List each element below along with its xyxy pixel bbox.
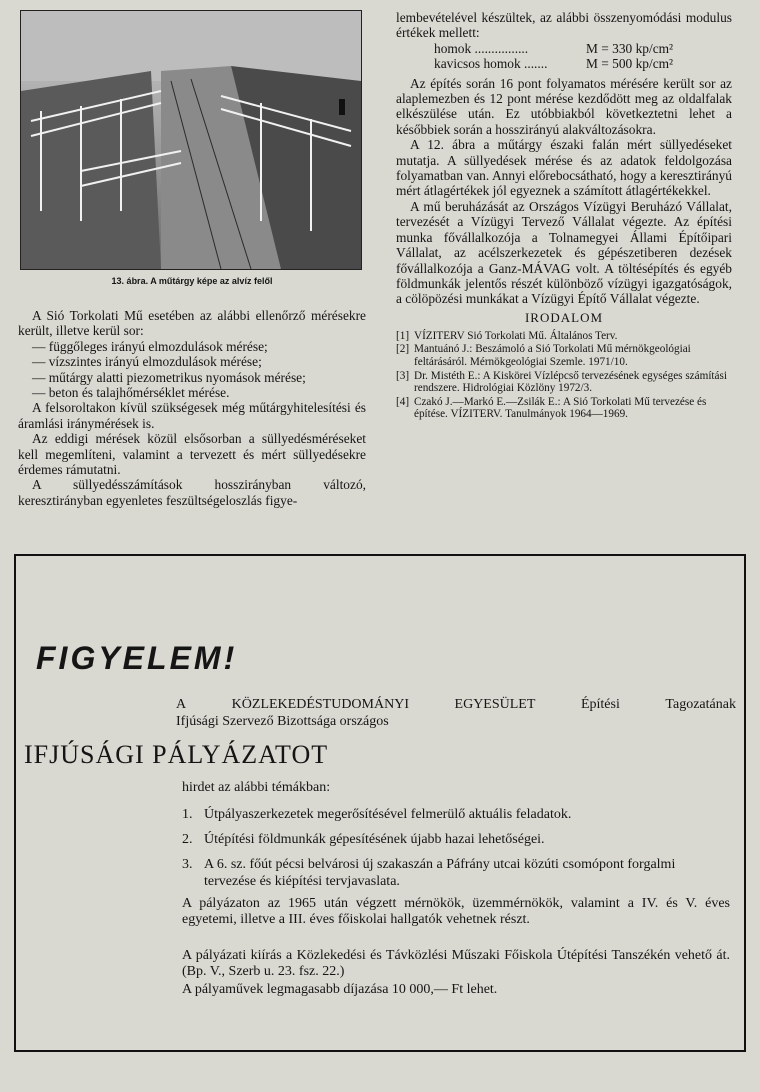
modulus-row <box>396 41 732 56</box>
measurements-intro: A Sió Torkolati Mű esetében az alábbi ellenőrző mérésekre került, illetve kerül sor: <box>18 308 366 339</box>
topic-text: Útpályaszerkezetek megerősítésével felmerülő aktuális feladatok. <box>204 807 572 822</box>
topic-number: 2. <box>182 832 193 847</box>
paragraph: A süllyedésszámítások hosszirányban változó, keresztirányban egyenletes feszültségeloszlás figye- <box>18 477 366 508</box>
figure-caption: 13. ábra. A műtárgy képe az alvíz felől <box>111 276 273 286</box>
competition-title: IFJÚSÁGI PÁLYÁZATOT <box>24 740 329 769</box>
organizer-line: Ifjúsági Szervező Bizottsága országos <box>176 714 389 729</box>
organizer-word: A <box>176 697 187 712</box>
paragraph: A felsoroltakon kívül szükségesek még műtárgyhitelesítési és áramlási iránymérések is. <box>18 400 366 431</box>
paragraph: A mű beruházását az Országos Vízügyi Beruházó Vállalat, tervezését a Vízügyi Tervező Vállalat végezte. Az építési munka fővállalkozója a Tolnamegyei Állami Építőipari Vállalat, az acélszerkezetek és gépészetiberen dezések fővállalkozója a Ganz-MÁVAG volt. A töltésépítés és egyéb földmunkák jelentős részét különböző vízügyi igazgatóságok, a cölöpözési munkákat a Vízügyi Építő Vállalat végezte. <box>396 198 732 307</box>
location-text: A pályázati kiírás a Közlekedési és Távközlési Műszaki Főiskola Útépítési Tanszékén vehető át. (Bp. V., Szerb u. 23. fsz. 22.) <box>182 948 730 979</box>
organizer-word: Tagozatának <box>665 697 736 712</box>
prize-text: A pályaművek legmagasabb díjazása 10 000,— Ft lehet. <box>182 982 498 997</box>
organizer-word: KÖZLEKEDÉSTUDOMÁNYI <box>231 697 409 712</box>
organizer-word: EGYESÜLET <box>454 697 536 712</box>
reference-text: Dr. Mistéth E.: A Kiskörei Vízlépcső tervezésének egységes számítási rendszere. Hidrológiai Közlöny 1972/3. <box>414 369 727 395</box>
reference-number: [4] <box>396 395 410 408</box>
modulus-row <box>396 56 732 71</box>
references-heading: IRODALOM <box>524 309 604 325</box>
topic-number: 3. <box>182 857 193 872</box>
modulus-value: M = 330 kp/cm² <box>586 40 674 56</box>
reference-number: [3] <box>396 369 410 382</box>
paragraph: A 12. ábra a műtárgy északi falán mért süllyedéseket mutatja. A süllyedések mérése és az adatok feldolgozása folyamatban van. Annyi előrebocsátható, hogy a keresztirányú mért átlagértékek jól egyeznek a számított átlagértékekkel. <box>396 137 732 199</box>
topic-text: A 6. sz. főút pécsi belvárosi új szakaszán a Páfrány utcai közúti csomópont forgalmi tervezése és kiépítési tervjavaslata. <box>204 857 676 889</box>
topic-number: 1. <box>182 807 193 822</box>
list-item <box>182 856 730 890</box>
organizer-word: Építési <box>580 697 620 712</box>
reference-number: [1] <box>396 329 410 342</box>
list-item <box>182 806 730 823</box>
right-column <box>396 10 732 422</box>
left-column <box>18 10 366 508</box>
paragraph: lembevételével készültek, az alábbi összenyomódási modulus értékek mellett: <box>396 10 732 41</box>
topics-list <box>182 806 730 898</box>
modulus-value: M = 500 kp/cm² <box>586 56 674 72</box>
reference-item <box>396 343 732 368</box>
modulus-label: kavicsos homok ....... <box>434 56 548 72</box>
list-item: — függőleges irányú elmozdulások mérése; <box>32 338 268 354</box>
reference-item <box>396 396 732 421</box>
paragraph: Az eddigi mérések közül elsősorban a süllyedésméréseket kell megemlíteni, valamint a tervezett és mért süllyedésekre érdemes rámutatni. <box>18 431 366 478</box>
eligibility-text: A pályázaton az 1965 után végzett mérnökök, üzemmérnökök, valamint a IV. és V. éves egyetemi, illetve a III. éves főiskolai hallgatók vehetnek részt. <box>182 896 730 927</box>
organizer-line <box>176 696 736 713</box>
structure-photo <box>20 10 362 270</box>
list-item: — beton és talajhőmérséklet mérése. <box>32 385 230 401</box>
reference-item <box>396 330 732 343</box>
notice-box <box>14 554 746 1052</box>
reference-item <box>396 370 732 395</box>
organizer-text <box>176 696 736 730</box>
paragraph: Az építés során 16 pont folyamatos mérésére került sor az alaplemezben és 12 pont mérése kezdődött meg az oldalfalak elkészülése után. Ez utóbbiakból következtetni lehet a későbbiek során a hosszirányú alakváltozásokra. <box>396 75 732 137</box>
attention-heading: FIGYELEM! <box>36 640 238 676</box>
reference-text: Czakó J.—Markó E.—Zsilák E.: A Sió Torkolati Mű tervezése és építése. VÍZITERV. Tanulmányok 1964—1969. <box>414 395 707 421</box>
topic-text: Útépítési földmunkák gépesítésének újabb hazai lehetőségei. <box>204 832 545 847</box>
list-item: — műtárgy alatti piezometrikus nyomások mérése; <box>32 369 306 385</box>
reference-text: VÍZITERV Sió Torkolati Mű. Általános Terv. <box>414 329 618 342</box>
list-item <box>182 831 730 848</box>
announce-text: hirdet az alábbi témákban: <box>182 780 331 795</box>
structure-photo-illustration <box>21 11 361 269</box>
reference-text: Mantuánó J.: Beszámoló a Sió Torkolati Mű mérnökgeológiai feltárásáról. Mérnökgeológiai Szemle. 1971/10. <box>414 343 691 368</box>
list-item: — vízszintes irányú elmozdulások mérése; <box>32 354 262 370</box>
modulus-label: homok ................ <box>434 40 529 56</box>
reference-number: [2] <box>396 343 410 356</box>
